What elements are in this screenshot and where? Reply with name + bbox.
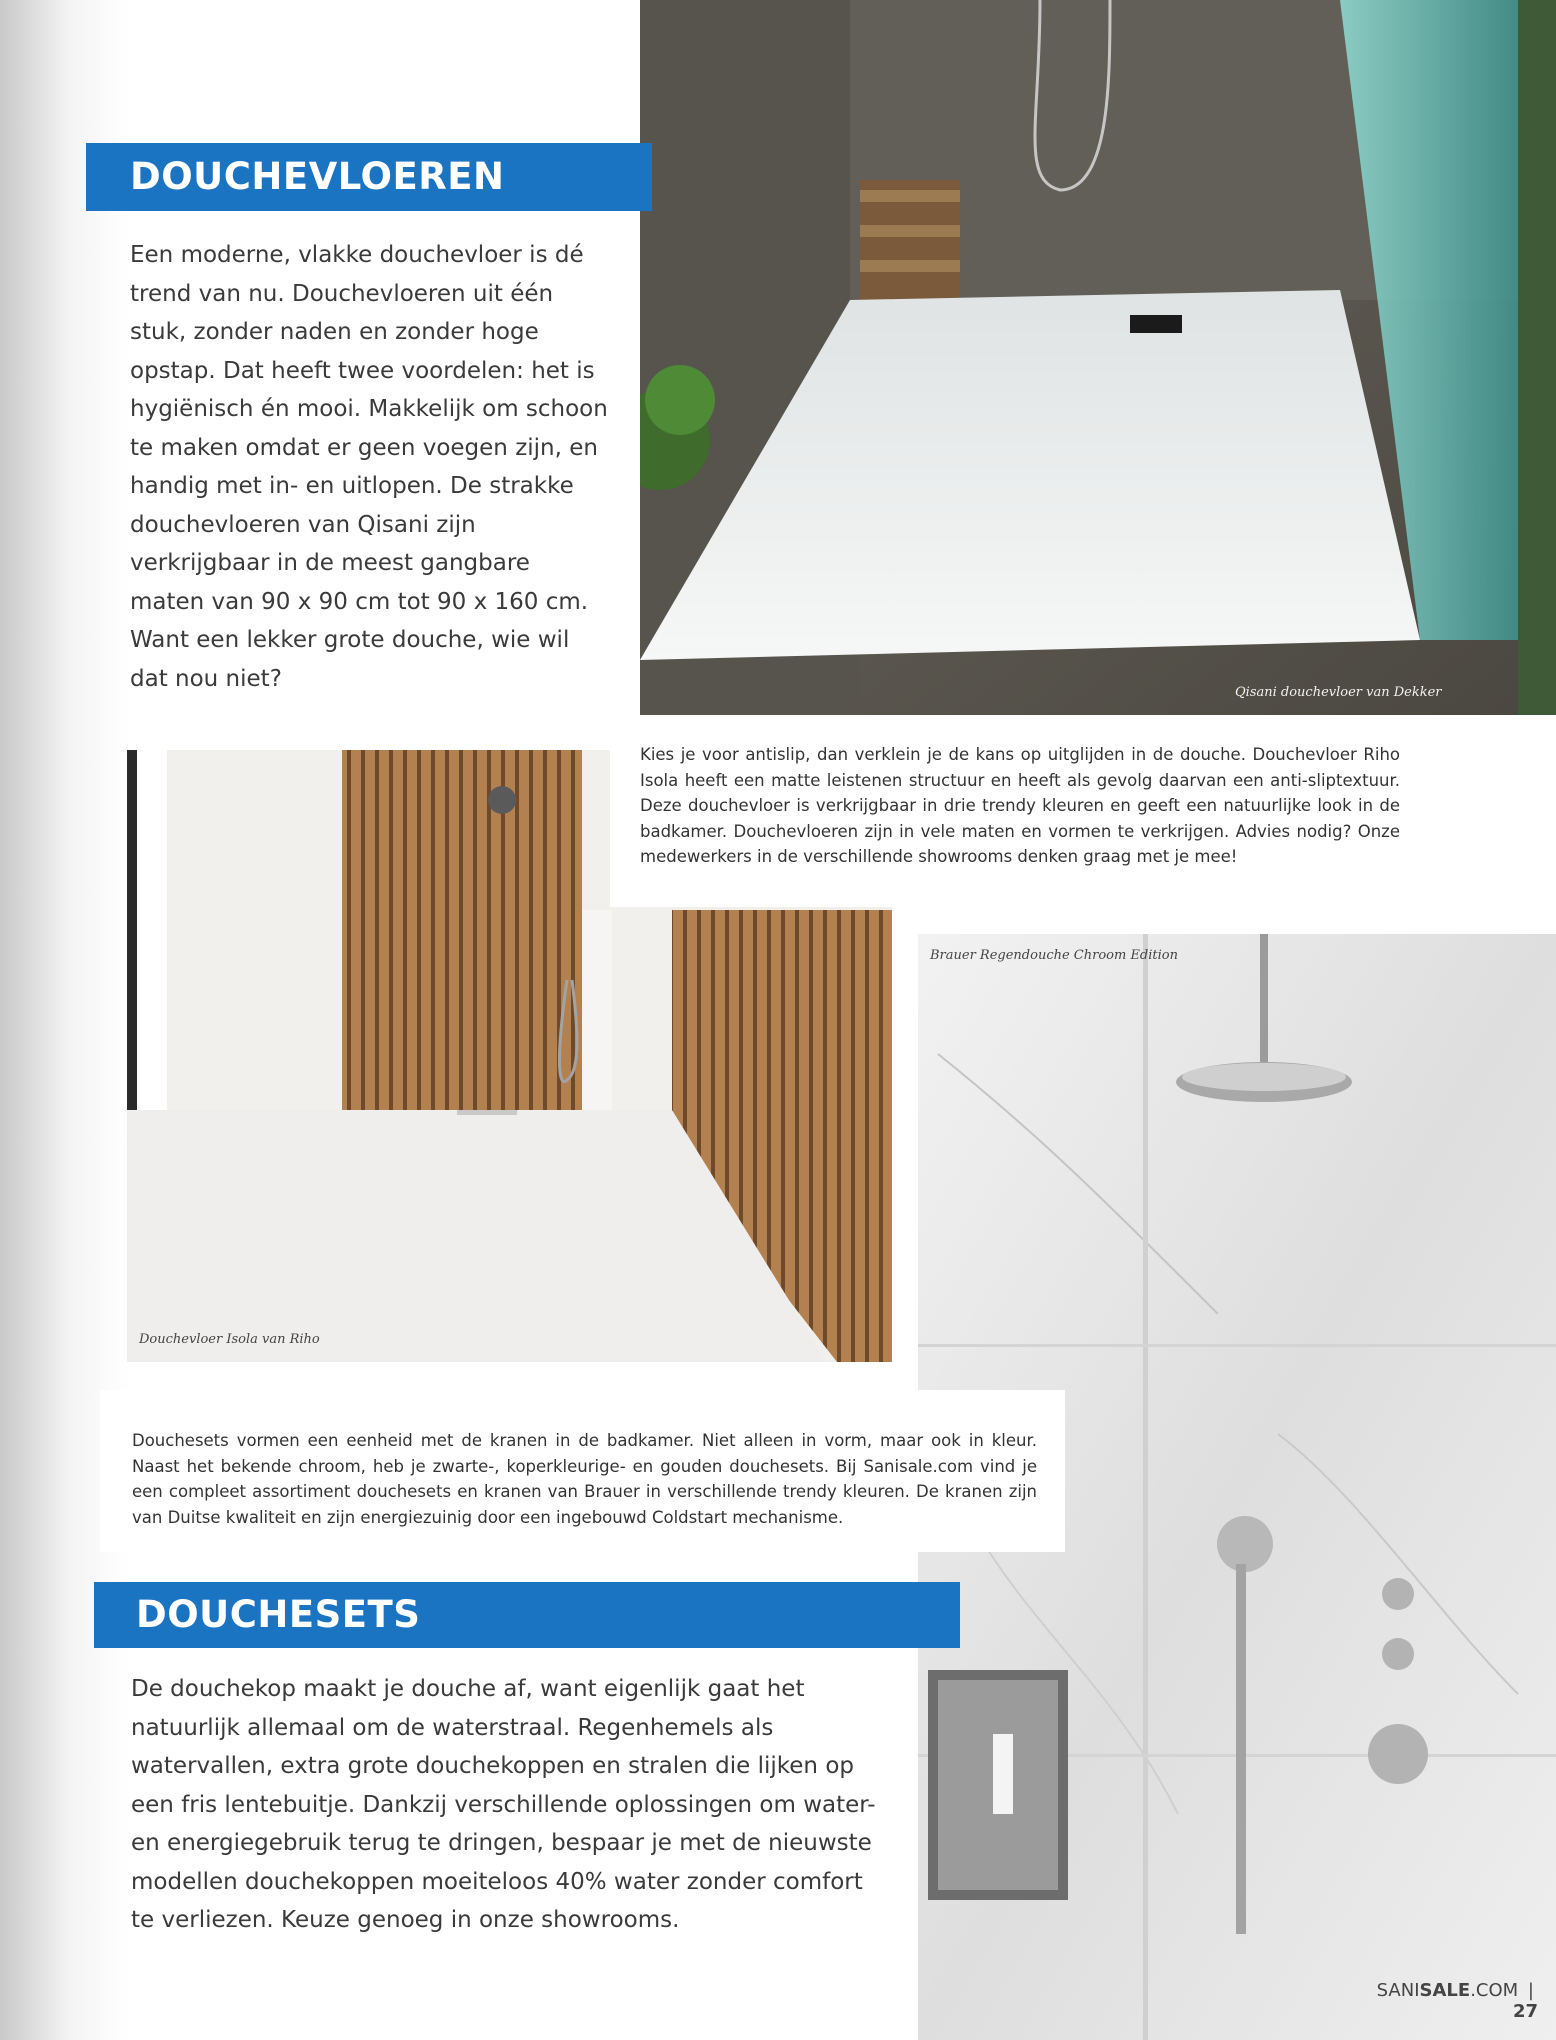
photo-caption: Qisani douchevloer van Dekker	[1235, 685, 1442, 700]
section-heading-douchesets: DOUCHESETS	[94, 1582, 960, 1648]
section-body-douchesets: De douchekop maakt je douche af, want eigenlijk gaat het natuurlijk allemaal om de waterstraal. Regenhemels als watervallen, extra grote douchekoppen en stralen die lijken op een fris lentebuitje. Dankzij verschillende oplossingen om water- en energiegebruik terug te dringen, bespaar je met de nieuwste modellen douchekoppen moeiteloos 40% water zonder comfort te verliezen. Keuze genoeg in onze showrooms.	[131, 1676, 876, 1933]
photo-caption: Douchevloer Isola van Riho	[139, 1332, 320, 1347]
section-body-douchevloeren: Een moderne, vlakke douchevloer is dé trend van nu. Douchevloeren uit één stuk, zonder naden en zonder hoge opstap. Dat heeft twee voordelen: het is hygiënisch én mooi. Makkelijk om schoon te maken omdat er geen voegen zijn, en handig met in- en uitlopen. De strakke douchevloeren van Qisani zijn verkrijgbaar in de meest gangbare maten van 90 x 90 cm tot 90 x 160 cm. Want een lekker grote douche, wie wil dat nou niet?	[130, 242, 608, 692]
page-footer	[1368, 1980, 1538, 2022]
brand-sani: SANI	[1376, 1980, 1420, 2001]
brand-com: .COM	[1470, 1980, 1519, 2001]
page-number: 27	[1512, 2001, 1538, 2022]
footer-separator: |	[1527, 1980, 1534, 2001]
photo-qisani-douchevloer	[640, 0, 1556, 715]
brand-sale: SALE	[1419, 1980, 1471, 2001]
antislip-text: Kies je voor antislip, dan verklein je de kans op uitglijden in de douche. Douchevloer Riho Isola heeft een matte leistenen structuur en heeft als gevolg daarvan een anti-sliptextuur. Deze douchevloer is verkrijgbaar in drie trendy kleuren en geeft een natuurlijke look in de badkamer. Douchevloeren zijn in vele maten en vormen te verkrijgen. Advies nodig? Onze medewerkers in de verschillende showrooms denken graag met je mee!	[640, 745, 1400, 866]
photo-caption: Brauer Regendouche Chroom Edition	[930, 948, 1178, 963]
douchesets-text: Douchesets vormen een eenheid met de kranen in de badkamer. Niet alleen in vorm, maar ook in kleur. Naast het bekende chroom, heb je zwarte-, koperkleurige- en gouden douchesets. Bij Sanisale.com vind je een compleet assortiment douchesets en kranen van Brauer in verschillende trendy kleuren. De kranen zijn van Duitse kwaliteit en zijn energiezuinig door een ingebouwd Coldstart mechanisme.	[132, 1431, 1037, 1527]
section-heading-douchevloeren: DOUCHEVLOEREN	[86, 143, 652, 211]
